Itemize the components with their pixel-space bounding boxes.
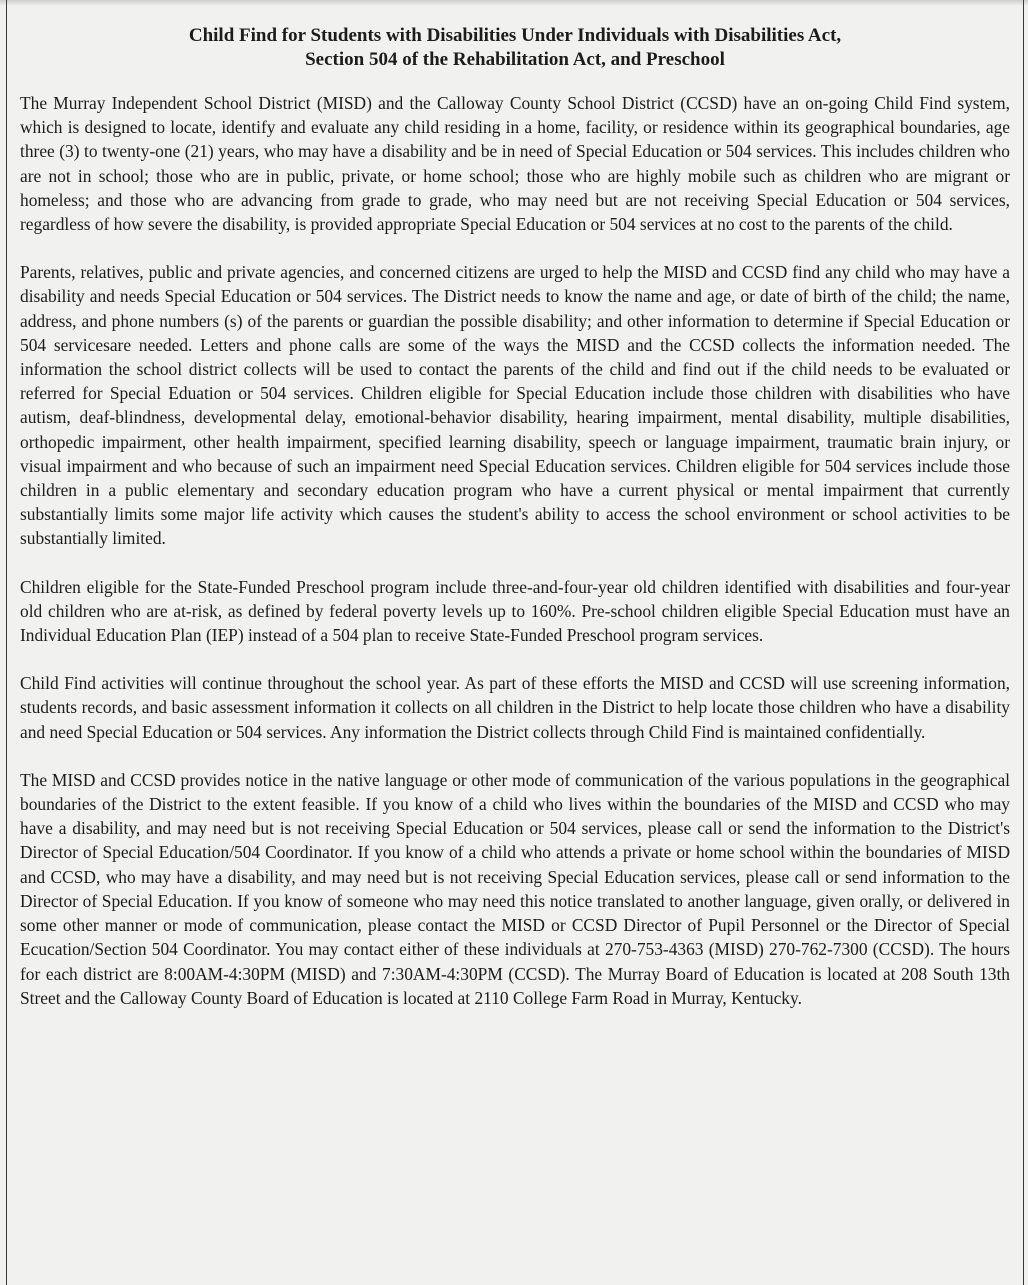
notice-title-line-2: Section 504 of the Rehabilitation Act, and Preschool (305, 49, 725, 70)
paragraph-help-find-children: Parents, relatives, public and private agencies, and concerned citizens are urged to help the MISD and CCSD find any child who may have a disability and needs Special Education or 504 services. The District needs to know the name and age, or date of birth of the child; the name, address, and phone numbers (s) of the parents or guardian the possible disability; and other information to determine if Special Education or 504 servicesare needed. Letters and phone calls are some of the ways the MISD and the CCSD collects the information needed. The information the school district collects will be used to contact the parents of the child and find out if the child needs to be evaluated or referred for Special Eduation or 504 services. Children eligible for Special Education include those children with disabilities who have autism, deaf-blindness, developmental delay, emotional-behavior disability, hearing impairment, mental disability, multiple disabilities, orthopedic impairment, other health impairment, specified learning disability, speech or language impairment, traumatic brain injury, or visual impairment and who because of such an impairment need Special Education services. Children eligible for 504 services include those children in a public elementary and secondary education program who have a current physical or mental impairment that currently substantially limits some major life activity which causes the student's ability to access the school environment or school activities to be substantially limited. (20, 262, 1010, 549)
child-find-notice (20, 24, 1010, 1010)
paragraph-child-find-system: The Murray Independent School District (MISD) and the Calloway County School District (CCSD) have an on-going Child Find system, which is designed to locate, identify and evaluate any child residing in a home, facility, or residence within its geographical boundaries, age three (3) to twenty-one (21) years, who may have a disability and be in need of Special Education or 504 services. This includes children who are not in school; those who are in public, private, or home school; those who are highly mobile such as children who are migrant or homeless; and those who are advancing from grade to grade, who may need but are not receiving Special Education or 504 services, regardless of how severe the disability, is provided appropriate Special Education or 504 services at no cost to the parents of the child. (20, 93, 1010, 235)
paragraph-notice-and-contact: The MISD and CCSD provides notice in the native language or other mode of communication of the various populations in the geographical boundaries of the District to the extent feasible. If you know of a child who lives within the boundaries of the MISD and CCSD who may have a disability, and may need but is not receiving Special Education or 504 services, please call or send the information to the District's Director of Special Education/504 Coordinator. If you know of a child who attends a private or home school within the boundaries of MISD and CCSD, who may have a disability, and may need but is not receiving Special Education services, please call or send information to the Director of Special Education. If you know of someone who may need this notice translated to another language, given orally, or delivered in some other manner or mode of communication, please contact the MISD or CCSD Director of Pupil Personnel or the Director of Special Ecucation/Section 504 Coordinator. You may contact either of these individuals at 270-753-4363 (MISD) 270-762-7300 (CCSD). The hours for each district are 8:00AM-4:30PM (MISD) and 7:30AM-4:30PM (CCSD). The Murray Board of Education is located at 208 South 13th Street and the Calloway County Board of Education is located at 2110 College Farm Road in Murray, Kentucky. (20, 769, 1010, 1008)
notice-title-line-1: Child Find for Students with Disabilities Under Individuals with Disabilities Act, (188, 25, 842, 46)
paragraph-preschool-eligibility: Children eligible for the State-Funded Preschool program include three-and-four-year old children identified with disabilities and four-year old children who are at-risk, as defined by federal poverty levels up to 160%. Pre-school children eligible Special Education must have an Individual Education Plan (IEP) instead of a 504 plan to receive State-Funded Preschool program services. (20, 576, 1010, 646)
paragraph-child-find-activities: Child Find activities will continue throughout the school year. As part of these efforts the MISD and CCSD will use screening information, students records, and basic assessment information it collects on all children in the District to help locate those children who have a disability and need Special Education or 504 services. Any information the District collects through Child Find is maintained confidentially. (20, 673, 1010, 742)
notice-title (20, 24, 1010, 72)
